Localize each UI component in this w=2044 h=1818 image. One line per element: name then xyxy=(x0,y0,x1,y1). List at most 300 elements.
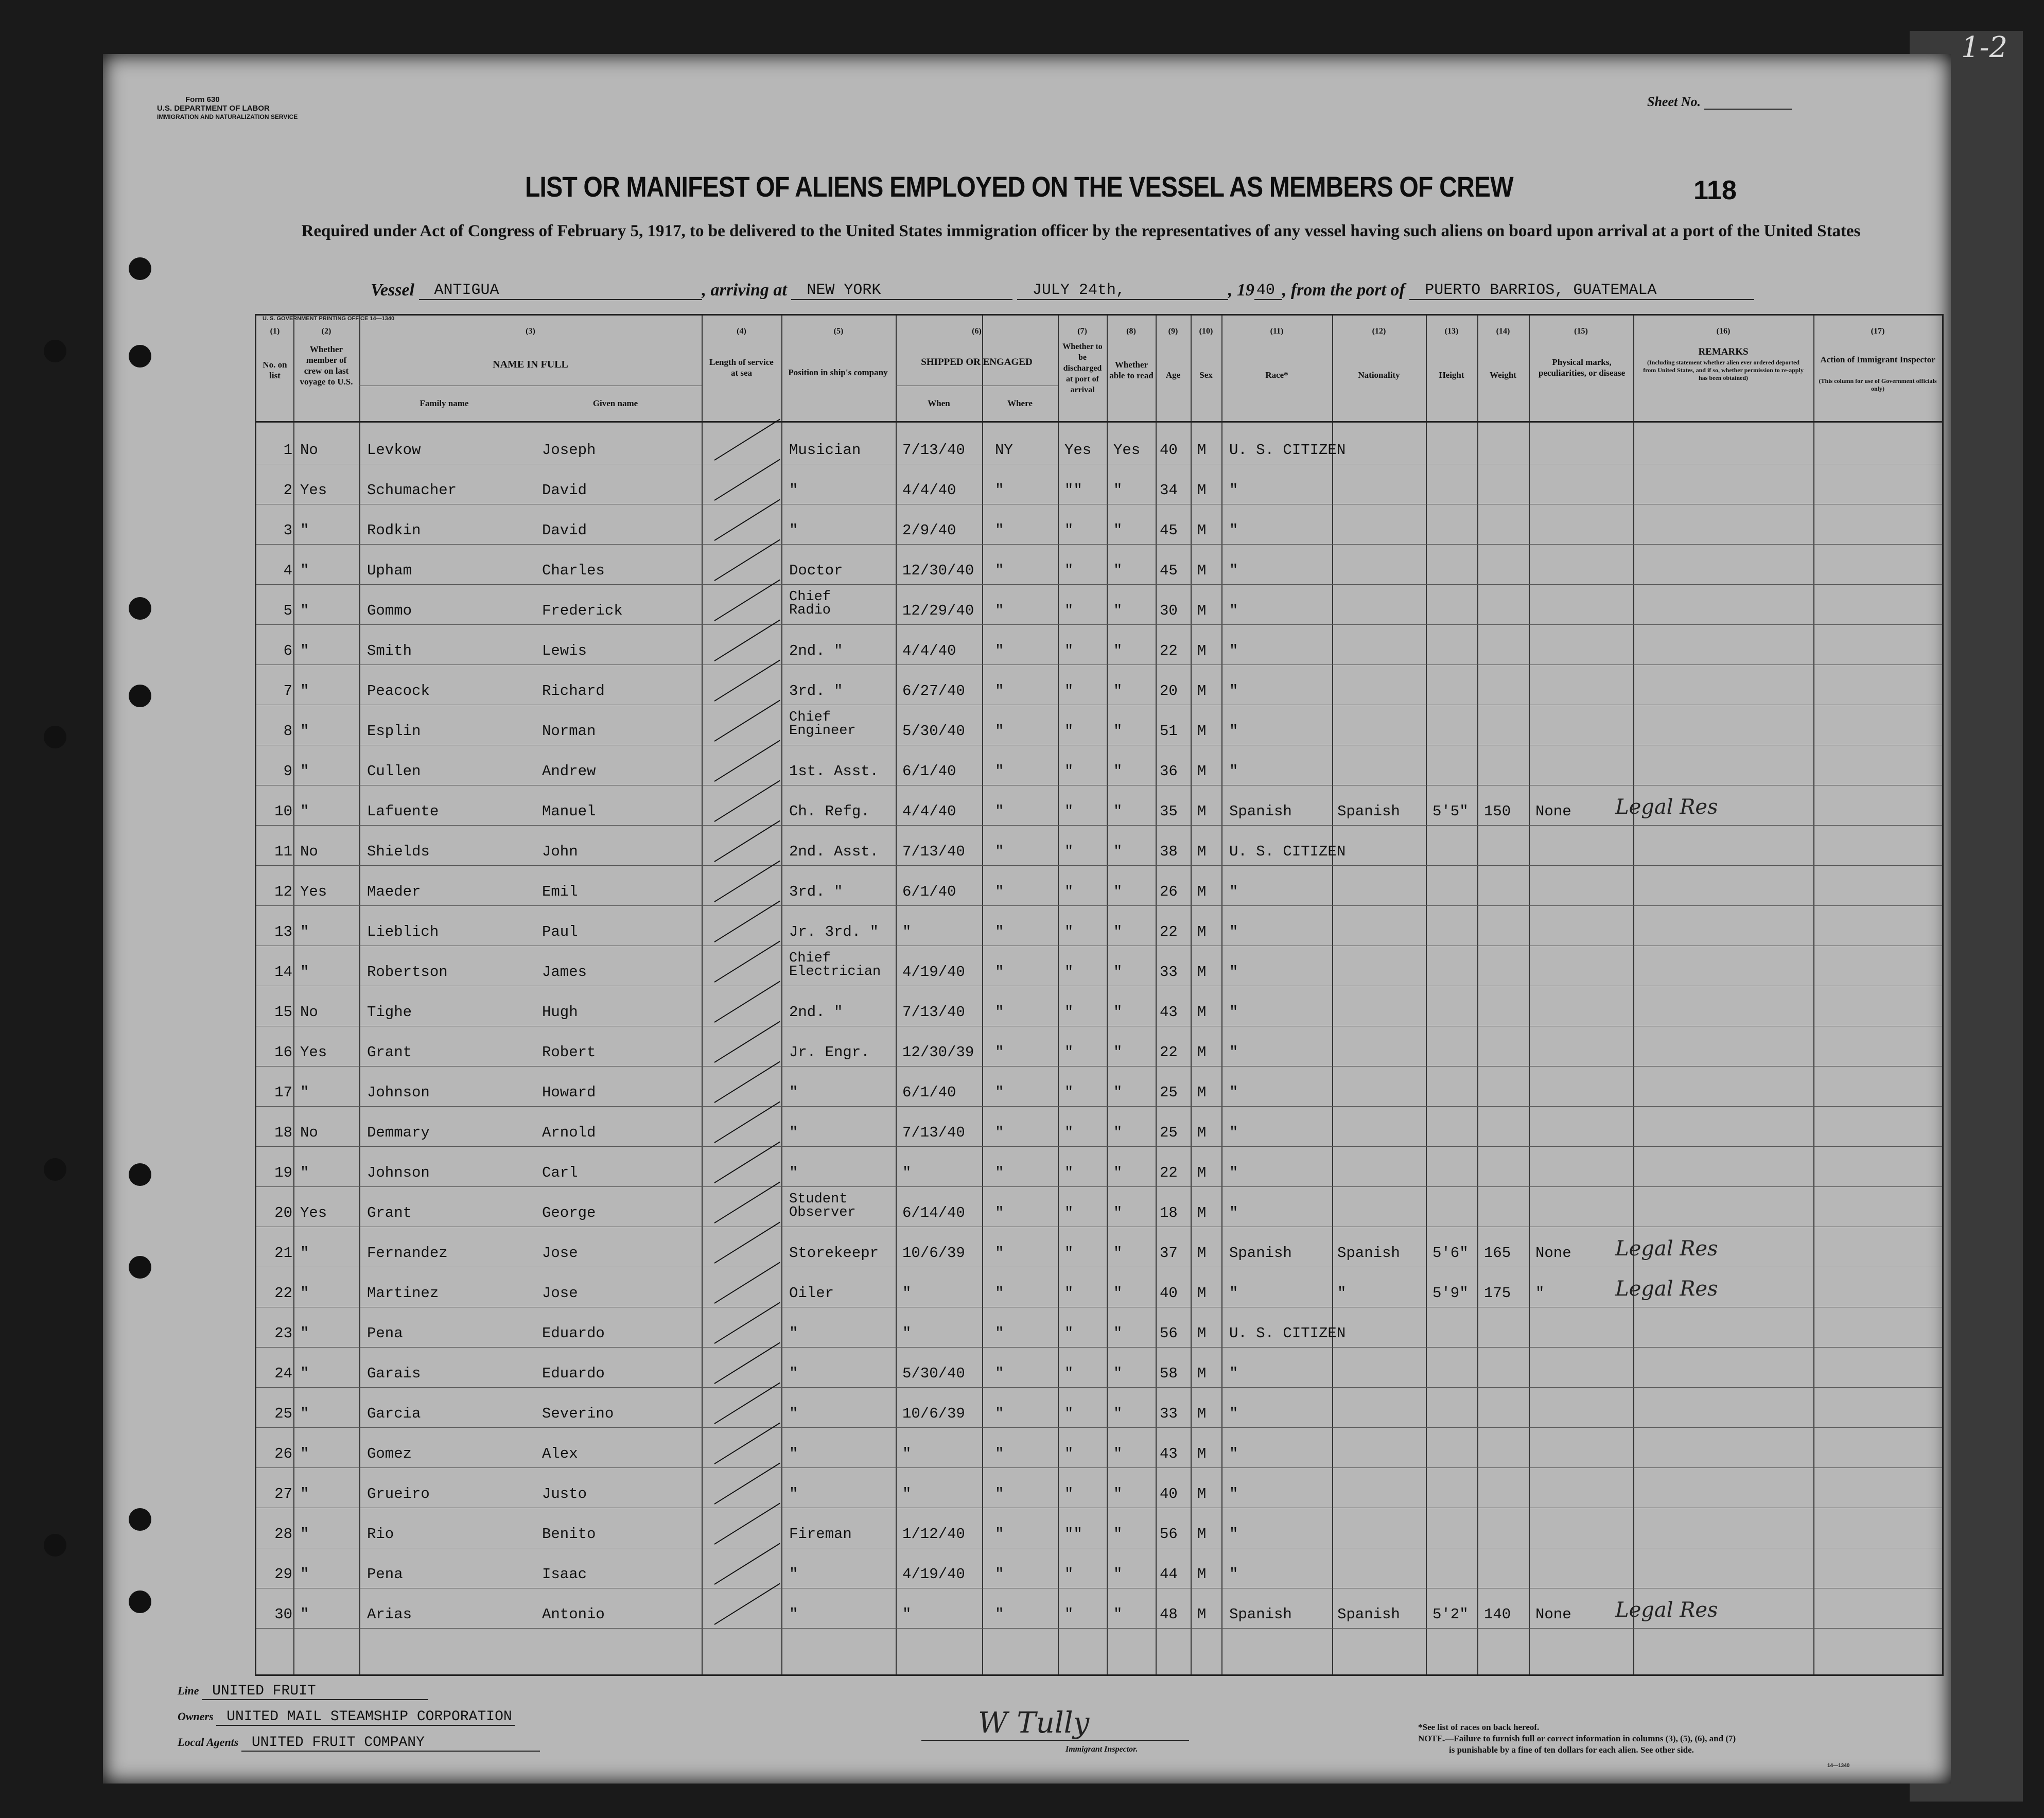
cell-age: 56 xyxy=(1160,1325,1178,1342)
cell-sex: M xyxy=(1197,1566,1207,1583)
cell-family: Grueiro xyxy=(367,1485,430,1502)
cell-family: Levkow xyxy=(367,442,421,459)
cell-when: " xyxy=(902,1606,912,1623)
cell-position: Student Observer xyxy=(789,1192,856,1220)
row-rule xyxy=(256,825,1942,826)
cell-age: 22 xyxy=(1160,642,1178,659)
cell-disch: " xyxy=(1064,1164,1074,1181)
shipped-where-header: Where xyxy=(1007,398,1033,408)
row-rule xyxy=(256,624,1942,625)
service-length-mark xyxy=(714,820,780,862)
cell-race: " xyxy=(1229,1405,1238,1422)
cell-position: " xyxy=(789,1365,798,1382)
cell-prev: " xyxy=(300,923,309,940)
col3-number: (3) xyxy=(526,327,535,336)
cell-where: " xyxy=(995,1485,1004,1502)
cell-given: Richard xyxy=(542,683,605,700)
cell-family: Shields xyxy=(367,843,430,860)
cell-race: " xyxy=(1229,1004,1238,1021)
cell-marks: None xyxy=(1535,1245,1571,1262)
row-rule xyxy=(256,1467,1942,1468)
cell-read: " xyxy=(1113,923,1123,940)
cell-where: " xyxy=(995,1526,1004,1543)
service-length-mark xyxy=(714,1222,780,1264)
cell-family: Esplin xyxy=(367,723,421,740)
cell-family: Pena xyxy=(367,1325,403,1342)
cell-sex: M xyxy=(1197,1124,1207,1141)
remarks-handwritten: Legal Res xyxy=(1615,1277,1718,1301)
cell-read: " xyxy=(1113,1004,1123,1021)
column-divider xyxy=(1813,316,1814,1674)
cell-no: 22 xyxy=(274,1285,292,1302)
arrival-date: JULY 24th, xyxy=(1017,282,1228,300)
remarks-handwritten: Legal Res xyxy=(1615,1237,1718,1261)
column-divider xyxy=(1633,316,1634,1674)
cell-family: Gomez xyxy=(367,1445,412,1462)
cell-age: 18 xyxy=(1160,1204,1178,1221)
cell-family: Grant xyxy=(367,1204,412,1221)
service-length-mark xyxy=(714,981,780,1023)
cell-given: George xyxy=(542,1204,596,1221)
cell-when: 4/4/40 xyxy=(902,482,956,499)
cell-prev: " xyxy=(300,1606,309,1623)
cell-position: " xyxy=(789,482,798,499)
cell-where: " xyxy=(995,1164,1004,1181)
cell-when: 4/19/40 xyxy=(902,964,965,981)
cell-when: 4/19/40 xyxy=(902,1566,965,1583)
cell-family: Demmary xyxy=(367,1124,430,1141)
cell-given: Severino xyxy=(542,1405,614,1422)
cell-position: " xyxy=(789,1485,798,1502)
cell-position: " xyxy=(789,1164,798,1181)
cell-disch: " xyxy=(1064,1285,1074,1302)
cell-family: Johnson xyxy=(367,1164,430,1181)
cell-where: " xyxy=(995,602,1004,619)
cell-family: Lieblich xyxy=(367,923,439,940)
cell-race: " xyxy=(1229,763,1238,780)
cell-prev: " xyxy=(300,1405,309,1422)
cell-no: 29 xyxy=(274,1566,292,1583)
cell-sex: M xyxy=(1197,1526,1207,1543)
cell-race: " xyxy=(1229,883,1238,900)
row-rule xyxy=(256,544,1942,545)
cell-prev: No xyxy=(300,843,318,860)
cell-given: Howard xyxy=(542,1084,596,1101)
cell-age: 22 xyxy=(1160,1164,1178,1181)
cell-read: " xyxy=(1113,843,1123,860)
cell-where: " xyxy=(995,482,1004,499)
legal-requirement-text: Required under Act of Congress of February 5, 1917, to be delivered to the United States immigration officer by the representatives of any vessel having such aliens on board upon arrival at a port of the United States xyxy=(301,222,1861,240)
cell-read: " xyxy=(1113,1405,1123,1422)
cell-position: " xyxy=(789,1405,798,1422)
cell-age: 43 xyxy=(1160,1004,1178,1021)
col1-number: (1) xyxy=(270,327,280,336)
cell-disch: " xyxy=(1064,923,1074,940)
cell-family: Upham xyxy=(367,562,412,579)
row-rule xyxy=(256,584,1942,585)
cell-race: " xyxy=(1229,1445,1238,1462)
inspector-label: Immigrant Inspector. xyxy=(1065,1745,1138,1754)
row-rule xyxy=(256,1347,1942,1348)
service-length-mark xyxy=(714,1543,780,1585)
col2-number: (2) xyxy=(321,327,331,336)
cell-no: 11 xyxy=(274,843,292,860)
cell-age: 26 xyxy=(1160,883,1178,900)
column-divider xyxy=(702,316,703,1674)
cell-given: Paul xyxy=(542,923,578,940)
cell-prev: " xyxy=(300,562,309,579)
cell-race: " xyxy=(1229,1084,1238,1101)
cell-family: Lafuente xyxy=(367,803,439,820)
cell-race: Spanish xyxy=(1229,1606,1292,1623)
cell-sex: M xyxy=(1197,763,1207,780)
cell-prev: No xyxy=(300,1004,318,1021)
cell-age: 25 xyxy=(1160,1084,1178,1101)
sheet-number-label: Sheet No. xyxy=(1647,94,1701,109)
page-title: LIST OR MANIFEST OF ALIENS EMPLOYED ON THE VESSEL AS MEMBERS OF CREW xyxy=(525,170,1513,203)
column-divider xyxy=(1477,316,1478,1674)
service-length-mark xyxy=(714,740,780,782)
cell-where: " xyxy=(995,843,1004,860)
cell-marks: None xyxy=(1535,1606,1571,1623)
cell-disch: " xyxy=(1064,803,1074,820)
service-length-mark xyxy=(714,861,780,902)
cell-race: " xyxy=(1229,1526,1238,1543)
form-code: 14—1340 xyxy=(1827,1763,1850,1769)
cell-given: Antonio xyxy=(542,1606,605,1623)
col2-header: Whether member of crew on last voyage to U.S. xyxy=(300,344,353,387)
column-divider xyxy=(1107,316,1108,1674)
cell-prev: " xyxy=(300,763,309,780)
cell-read: " xyxy=(1113,602,1123,619)
row-rule xyxy=(256,1628,1942,1629)
cell-disch: " xyxy=(1064,723,1074,740)
cell-age: 22 xyxy=(1160,923,1178,940)
cell-no: 3 xyxy=(283,522,292,539)
service-length-mark xyxy=(714,1503,780,1545)
cell-when: 12/30/39 xyxy=(902,1044,974,1061)
cell-disch: " xyxy=(1064,964,1074,981)
cell-given: Justo xyxy=(542,1485,587,1502)
cell-sex: M xyxy=(1197,723,1207,740)
cell-when: 12/29/40 xyxy=(902,602,974,619)
race-note: *See list of races on back hereof. xyxy=(1418,1722,1540,1732)
cell-sex: M xyxy=(1197,1606,1207,1623)
cell-position: " xyxy=(789,1124,798,1141)
cell-prev: " xyxy=(300,1325,309,1342)
cell-where: " xyxy=(995,1245,1004,1262)
cell-race: U. S. CITIZEN xyxy=(1229,843,1346,860)
arriving-label: , arriving at xyxy=(702,281,787,300)
form-department: U.S. DEPARTMENT OF LABOR xyxy=(157,104,270,113)
cell-sex: M xyxy=(1197,1245,1207,1262)
cell-disch: " xyxy=(1064,1124,1074,1141)
cell-read: " xyxy=(1113,1084,1123,1101)
service-length-mark xyxy=(714,580,780,621)
cell-family: Garais xyxy=(367,1365,421,1382)
col5-number: (5) xyxy=(833,327,844,336)
cell-given: Isaac xyxy=(542,1566,587,1583)
arriving-port: NEW YORK xyxy=(791,282,1012,300)
cell-race: " xyxy=(1229,1485,1238,1502)
cell-given: Eduardo xyxy=(542,1365,605,1382)
cell-read: " xyxy=(1113,1044,1123,1061)
binding-hole xyxy=(129,685,151,707)
cell-family: Gommo xyxy=(367,602,412,619)
cell-disch: " xyxy=(1064,1445,1074,1462)
cell-sex: M xyxy=(1197,1485,1207,1502)
service-length-mark xyxy=(714,539,780,581)
cell-position: " xyxy=(789,1606,798,1623)
cell-when: 7/13/40 xyxy=(902,1124,965,1141)
cell-no: 6 xyxy=(283,642,292,659)
cell-family: Schumacher xyxy=(367,482,457,499)
cell-no: 1 xyxy=(283,442,292,459)
cell-given: Benito xyxy=(542,1526,596,1543)
cell-race: " xyxy=(1229,1164,1238,1181)
cell-where: " xyxy=(995,1325,1004,1342)
cell-sex: M xyxy=(1197,923,1207,940)
cell-disch: " xyxy=(1064,1566,1074,1583)
cell-given: Robert xyxy=(542,1044,596,1061)
cell-disch: " xyxy=(1064,1325,1074,1342)
cell-no: 5 xyxy=(283,602,292,619)
cell-where: " xyxy=(995,1004,1004,1021)
cell-given: Charles xyxy=(542,562,605,579)
header-bottom-rule xyxy=(256,421,1942,423)
owners-value: UNITED MAIL STEAMSHIP CORPORATION xyxy=(216,1709,515,1726)
col16-number: (16) xyxy=(1716,327,1731,336)
penalty-note: NOTE.—Failure to furnish full or correct information in columns (3), (5), (6), and (7) xyxy=(1418,1734,1736,1743)
service-length-mark xyxy=(714,1583,780,1625)
printing-office-code: U. S. GOVERNMENT PRINTING OFFICE 14—1340 xyxy=(263,316,395,322)
cell-read: " xyxy=(1113,1365,1123,1382)
cell-disch: " xyxy=(1064,1485,1074,1502)
cell-age: 22 xyxy=(1160,1044,1178,1061)
cell-no: 20 xyxy=(274,1204,292,1221)
cell-when: " xyxy=(902,1445,912,1462)
cell-nat: Spanish xyxy=(1337,803,1400,820)
cell-read: " xyxy=(1113,1204,1123,1221)
cell-race: " xyxy=(1229,1044,1238,1061)
cell-family: Cullen xyxy=(367,763,421,780)
cell-when: 7/13/40 xyxy=(902,843,965,860)
cell-disch: " xyxy=(1064,1245,1074,1262)
col11-number: (11) xyxy=(1270,327,1284,336)
cell-position: " xyxy=(789,1445,798,1462)
cell-position: " xyxy=(789,1084,798,1101)
col10-number: (10) xyxy=(1199,327,1213,336)
cell-family: Grant xyxy=(367,1044,412,1061)
cell-position: Jr. Engr. xyxy=(789,1044,870,1061)
cell-age: 45 xyxy=(1160,562,1178,579)
cell-age: 56 xyxy=(1160,1526,1178,1543)
vessel-name: ANTIGUA xyxy=(419,282,702,300)
cell-prev: " xyxy=(300,1365,309,1382)
cell-race: " xyxy=(1229,1365,1238,1382)
cell-when: 5/30/40 xyxy=(902,723,965,740)
cell-disch: "" xyxy=(1064,1526,1082,1543)
col13-number: (13) xyxy=(1444,327,1459,336)
binding-hole xyxy=(44,1158,66,1181)
cell-age: 51 xyxy=(1160,723,1178,740)
cell-age: 30 xyxy=(1160,602,1178,619)
cell-prev: " xyxy=(300,1245,309,1262)
cell-where: " xyxy=(995,1405,1004,1422)
cell-where: " xyxy=(995,1566,1004,1583)
cell-height: 5'6" xyxy=(1432,1245,1469,1262)
cell-read: " xyxy=(1113,1485,1123,1502)
cell-when: 7/13/40 xyxy=(902,1004,965,1021)
cell-disch: " xyxy=(1064,763,1074,780)
col1-header: No. on list xyxy=(263,360,287,380)
form-service: IMMIGRATION AND NATURALIZATION SERVICE xyxy=(157,113,298,120)
cell-prev: " xyxy=(300,602,309,619)
cell-prev: " xyxy=(300,1285,309,1302)
column-divider xyxy=(982,316,983,1674)
binding-hole xyxy=(129,1508,151,1531)
col17-header: Action of Immigrant Inspector xyxy=(1820,355,1935,364)
cell-given: James xyxy=(542,964,587,981)
agents-value: UNITED FRUIT COMPANY xyxy=(241,1735,540,1752)
cell-age: 25 xyxy=(1160,1124,1178,1141)
cell-family: Tighe xyxy=(367,1004,412,1021)
cell-read: " xyxy=(1113,482,1123,499)
cell-read: " xyxy=(1113,1245,1123,1262)
cell-family: Johnson xyxy=(367,1084,430,1101)
cell-where: " xyxy=(995,562,1004,579)
cell-when: 4/4/40 xyxy=(902,803,956,820)
col16-header: REMARKS xyxy=(1698,346,1749,357)
cell-prev: No xyxy=(300,1124,318,1141)
cell-position: Chief Engineer xyxy=(789,710,856,739)
cell-read: " xyxy=(1113,642,1123,659)
cell-sex: M xyxy=(1197,1164,1207,1181)
cell-read: " xyxy=(1113,1285,1123,1302)
cell-disch: " xyxy=(1064,642,1074,659)
penalty-note-cont: is punishable by a fine of ten dollars for each alien. See other side. xyxy=(1449,1745,1694,1755)
service-length-mark xyxy=(714,700,780,742)
col15-header: Physical marks, peculiarities, or disease xyxy=(1538,357,1626,378)
cell-read: " xyxy=(1113,1325,1123,1342)
col12-number: (12) xyxy=(1372,327,1386,336)
cell-read: " xyxy=(1113,1566,1123,1583)
col6-header: SHIPPED OR ENGAGED xyxy=(921,357,1033,368)
cell-sex: M xyxy=(1197,883,1207,900)
manifest-sheet xyxy=(103,54,1951,1784)
cell-disch: " xyxy=(1064,562,1074,579)
cell-given: Lewis xyxy=(542,642,587,659)
cell-race: " xyxy=(1229,1285,1238,1302)
row-rule xyxy=(256,1106,1942,1107)
service-length-mark xyxy=(714,1102,780,1143)
cell-sex: M xyxy=(1197,1325,1207,1342)
cell-no: 18 xyxy=(274,1124,292,1141)
cell-when: " xyxy=(902,1485,912,1502)
service-length-mark xyxy=(714,941,780,983)
cell-position: 2nd. " xyxy=(789,1004,843,1021)
cell-nat: Spanish xyxy=(1337,1245,1400,1262)
col12-header: Nationality xyxy=(1358,370,1400,380)
cell-where: " xyxy=(995,683,1004,700)
given-name-header: Given name xyxy=(592,398,638,408)
cell-prev: Yes xyxy=(300,883,327,900)
cell-sex: M xyxy=(1197,522,1207,539)
cell-position: " xyxy=(789,1325,798,1342)
cell-when: " xyxy=(902,1325,912,1342)
cell-position: 3rd. " xyxy=(789,683,843,700)
cell-when: 6/27/40 xyxy=(902,683,965,700)
cell-race: " xyxy=(1229,683,1238,700)
cell-where: " xyxy=(995,522,1004,539)
column-divider xyxy=(1156,316,1157,1674)
row-rule xyxy=(256,865,1942,866)
cell-family: Martinez xyxy=(367,1285,439,1302)
cell-family: Peacock xyxy=(367,683,430,700)
cell-height: 5'2" xyxy=(1432,1606,1469,1623)
cell-prev: Yes xyxy=(300,1044,327,1061)
cell-when: 10/6/39 xyxy=(902,1405,965,1422)
col6-number: (6) xyxy=(972,327,982,336)
vessel-label: Vessel xyxy=(371,281,414,300)
cell-age: 58 xyxy=(1160,1365,1178,1382)
form-header xyxy=(157,95,298,121)
cell-position: Doctor xyxy=(789,562,843,579)
cell-no: 21 xyxy=(274,1245,292,1262)
cell-disch: " xyxy=(1064,1004,1074,1021)
column-divider xyxy=(293,316,294,1674)
col8-number: (8) xyxy=(1126,327,1136,336)
cell-weight: 140 xyxy=(1484,1606,1511,1623)
cell-disch: " xyxy=(1064,1365,1074,1382)
row-rule xyxy=(256,1066,1942,1067)
cell-when: 7/13/40 xyxy=(902,442,965,459)
binding-hole xyxy=(44,1534,66,1557)
col13-header: Height xyxy=(1439,370,1464,380)
cell-family: Smith xyxy=(367,642,412,659)
cell-disch: " xyxy=(1064,683,1074,700)
cell-prev: " xyxy=(300,522,309,539)
cell-nat: " xyxy=(1337,1285,1347,1302)
cell-where: " xyxy=(995,1606,1004,1623)
cell-given: Alex xyxy=(542,1445,578,1462)
service-length-mark xyxy=(714,1463,780,1505)
column-divider xyxy=(781,316,782,1674)
cell-no: 9 xyxy=(283,763,292,780)
cell-race: U. S. CITIZEN xyxy=(1229,1325,1346,1342)
column-divider xyxy=(1058,316,1059,1674)
cell-when: 10/6/39 xyxy=(902,1245,965,1262)
col8-header: Whether able to read xyxy=(1109,360,1154,380)
cell-no: 10 xyxy=(274,803,292,820)
sheet-number-blank xyxy=(1704,98,1792,110)
cell-no: 23 xyxy=(274,1325,292,1342)
line-label: Line xyxy=(178,1684,199,1697)
cell-read: " xyxy=(1113,964,1123,981)
cell-disch: " xyxy=(1064,843,1074,860)
cell-given: Joseph xyxy=(542,442,596,459)
cell-where: " xyxy=(995,1204,1004,1221)
cell-when: 12/30/40 xyxy=(902,562,974,579)
cell-when: 6/14/40 xyxy=(902,1204,965,1221)
cell-where: " xyxy=(995,1044,1004,1061)
cell-when: " xyxy=(902,1164,912,1181)
column-divider xyxy=(1221,316,1222,1674)
cell-race: " xyxy=(1229,522,1238,539)
cell-no: 16 xyxy=(274,1044,292,1061)
cell-sex: M xyxy=(1197,562,1207,579)
cell-family: Robertson xyxy=(367,964,448,981)
